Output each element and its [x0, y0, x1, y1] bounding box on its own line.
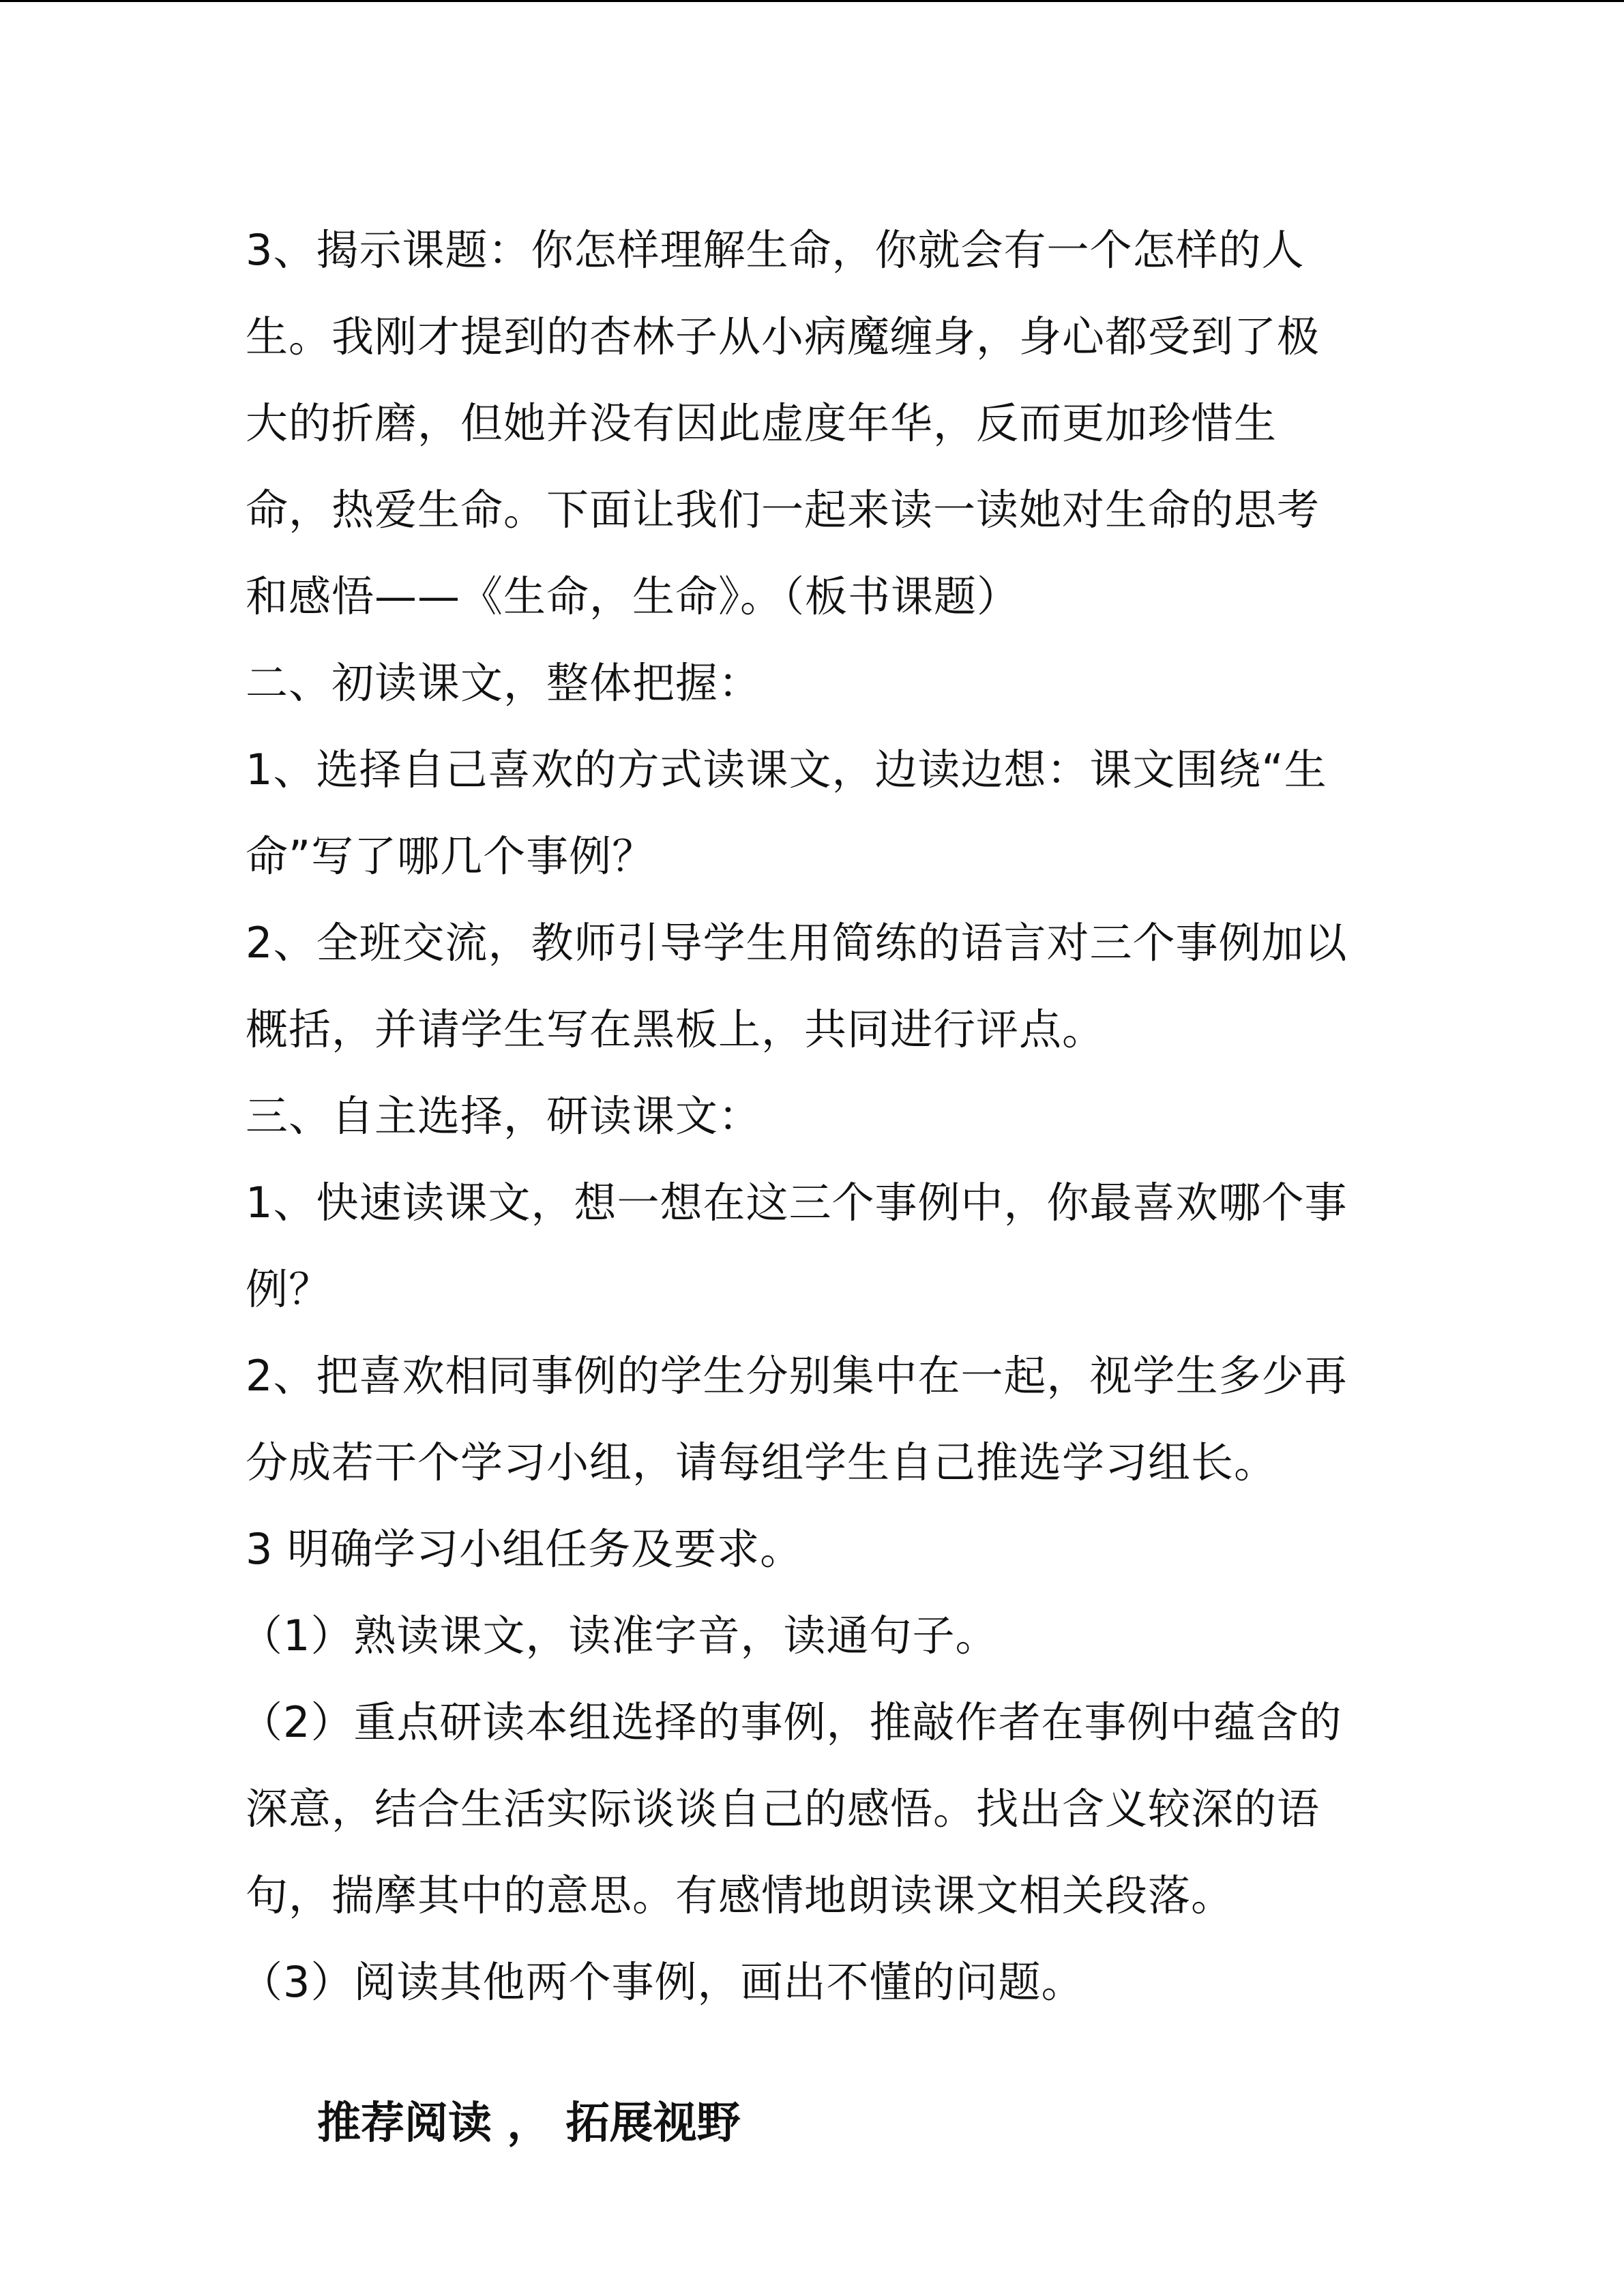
text-line: 2、全班交流，教师引导学生用简练的语言对三个事例加以: [246, 918, 1348, 968]
text-line: 3、揭示课题：你怎样理解生命，你就会有一个怎样的人: [246, 225, 1305, 275]
text-line: 1、选择自己喜欢的方式读课文，边读边想：课文围绕“生: [246, 745, 1327, 794]
text-line: 命”写了哪几个事例？: [246, 831, 655, 881]
text-line: 句，揣摩其中的意思。有感情地朗读课文相关段落。: [246, 1870, 1235, 1920]
document-body: [240, 207, 1378, 2166]
text-line: 和感悟——《生命，生命》。（板书课题）: [246, 571, 1020, 621]
text-line: 概括，并请学生写在黑板上，共同进行评点。: [246, 1004, 1106, 1054]
paragraph-spacer: [246, 2025, 1378, 2080]
text-line: （1）熟读课文，读准字音，读通句子。: [240, 1611, 999, 1660]
section-heading-line: 二、初读课文，整体把握：: [246, 658, 762, 708]
text-line: 分成若干个学习小组，请每组学生自己推选学习组长。: [246, 1437, 1278, 1487]
section-heading-line: 三、自主选择，研读课文：: [246, 1091, 762, 1141]
text-line: （3）阅读其他两个事例，画出不懂的问题。: [240, 1957, 1084, 2007]
text-line: 命，热爱生命。下面让我们一起来读一读她对生命的思考: [246, 485, 1320, 535]
text-line: 例？: [246, 1264, 332, 1314]
text-line: 3 明确学习小组任务及要求。: [246, 1524, 803, 1574]
text-line: 大的折磨，但她并没有因此虚度年华，反而更加珍惜生: [246, 398, 1278, 448]
text-line: 1、快速读课文，想一想在这三个事例中，你最喜欢哪个事: [246, 1178, 1348, 1227]
text-line: 生。我刚才提到的杏林子从小病魔缠身，身心都受到了极: [246, 312, 1320, 361]
recommended-reading-heading: 推荐阅读 ， 拓展视野: [317, 2098, 741, 2149]
text-line: 2、把喜欢相同事例的学生分别集中在一起，视学生多少再: [246, 1351, 1348, 1401]
text-line: 深意，结合生活实际谈谈自己的感悟。找出含义较深的语: [246, 1784, 1320, 1834]
text-line: （2）重点研读本组选择的事例，推敲作者在事例中蕴含的: [240, 1697, 1342, 1747]
